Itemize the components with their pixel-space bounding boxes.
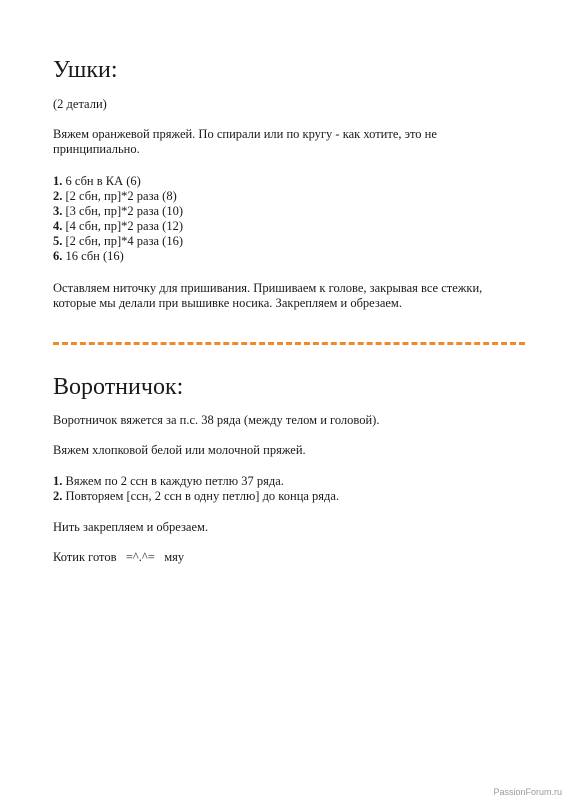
collar-row — [53, 489, 339, 504]
ears-row — [53, 219, 183, 234]
ears-row-list — [53, 174, 183, 264]
ears-row — [53, 234, 183, 249]
row-number: 6. — [53, 249, 63, 263]
row-number: 2. — [53, 489, 63, 503]
ears-finish-instructions: Оставляем ниточку для пришивания. Пришиваем к голове, закрывая все стежки, которые мы делали при вышивке носика. Закрепляем и обрезаем. — [53, 281, 483, 310]
row-text: Повторяем [ссн, 2 ссн в одну петлю] до конца ряда. — [65, 489, 340, 503]
collar-row-list — [53, 474, 339, 504]
row-text: [2 сбн, пр]*2 раза (8) — [65, 189, 177, 203]
row-number: 5. — [53, 234, 63, 248]
collar-yarn: Вяжем хлопковой белой или молочной пряжей. — [53, 443, 306, 457]
collar-heading: Воротничок: — [53, 374, 184, 400]
ears-row — [53, 189, 183, 204]
row-number: 3. — [53, 204, 63, 218]
collar-finish: Нить закрепляем и обрезаем. — [53, 520, 209, 534]
collar-row — [53, 474, 339, 489]
section-divider — [53, 342, 525, 345]
row-number: 1. — [53, 474, 63, 488]
ears-heading: Ушки: — [53, 57, 118, 83]
ears-intro: Вяжем оранжевой пряжей. По спирали или по кругу - как хотите, это не принципиально. — [53, 127, 437, 156]
row-text: [2 сбн, пр]*4 раза (16) — [65, 234, 183, 248]
done-note: Котик готов =^.^= мяу — [53, 550, 185, 564]
row-number: 4. — [53, 219, 63, 233]
collar-intro: Воротничок вяжется за п.с. 38 ряда (между телом и головой). — [53, 413, 380, 427]
row-text: [4 сбн, пр]*2 раза (12) — [65, 219, 183, 233]
row-number: 2. — [53, 189, 63, 203]
row-text: Вяжем по 2 ссн в каждую петлю 37 ряда. — [65, 474, 284, 488]
row-number: 1. — [53, 174, 63, 188]
row-text: 16 сбн (16) — [65, 249, 124, 263]
watermark-text: PassionForum.ru — [493, 787, 562, 797]
ears-row — [53, 204, 183, 219]
row-text: [3 сбн, пр]*2 раза (10) — [65, 204, 183, 218]
ears-row — [53, 249, 183, 264]
ears-parts-count: (2 детали) — [53, 97, 107, 111]
row-text: 6 сбн в КА (6) — [65, 174, 141, 188]
ears-row — [53, 174, 183, 189]
